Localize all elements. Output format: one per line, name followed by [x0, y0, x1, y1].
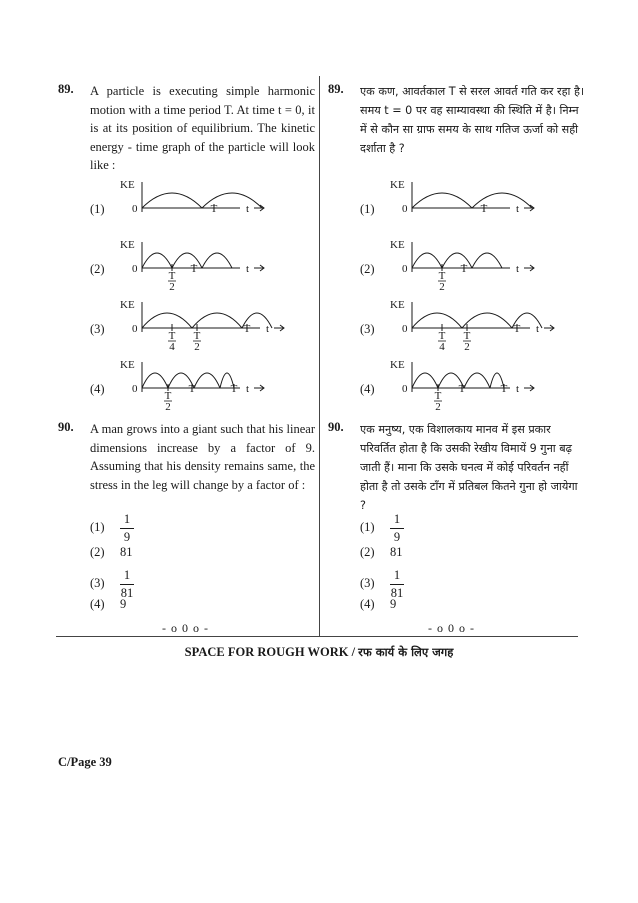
ke-curve-arch: [472, 253, 502, 268]
ke-curve-arch: [464, 373, 490, 388]
page-footer: C/Page 39: [58, 755, 112, 769]
q90-option-1-number: (1): [360, 520, 375, 534]
fraction-numerator: 1: [393, 568, 401, 582]
q90-option-1-fraction: [120, 512, 134, 545]
q90-number: 90.: [58, 420, 74, 434]
ke-curve-arch: [412, 313, 462, 328]
fraction-bar: [120, 528, 134, 529]
ke-axis-label: KE: [120, 299, 135, 311]
ke-curve-arch: [172, 253, 202, 268]
origin-label: 0: [132, 383, 138, 395]
tick-label-numerator: T: [463, 330, 471, 342]
q89-option-1-number: (1): [360, 202, 375, 216]
q90-text-hi: एक मनुष्य, एक विशालकाय मानव में इस प्रकार परिवर्तित होता है कि उसकी रेखीय विमायें 9 गुना बढ़ जाती हैं। माना कि उसके घनत्व में कोई परिवर्तन नहीं होता है तो उसके टाँग में प्रतिबल कितने गुना हो जायेगा ?: [360, 423, 578, 512]
t-axis-label: t: [266, 323, 270, 335]
ke-curve-arch: [142, 373, 168, 388]
ke-curve-arch: [142, 313, 192, 328]
tick-label-numerator: T: [434, 390, 442, 402]
ke-time-graph-option-1: [390, 180, 560, 228]
tick-label: T: [480, 203, 488, 215]
origin-label: 0: [402, 323, 408, 335]
ke-curve-arch: [412, 253, 442, 268]
q89-option-3-number: (3): [360, 322, 375, 336]
tick-label: T: [210, 203, 218, 215]
fraction-denominator: 9: [123, 530, 131, 544]
t-axis-label: t: [516, 383, 520, 395]
ke-time-graph-option-3: [120, 299, 290, 353]
tick-label-numerator: T: [164, 390, 172, 402]
tick-label-numerator: T: [438, 330, 446, 342]
q90-text: A man grows into a giant such that his linear dimensions increase by a factor of 9. Assuming that his density remains same, the stress in the leg will change by a factor of :: [90, 422, 315, 492]
fraction-denominator: 81: [120, 586, 134, 600]
tick-label: T: [190, 263, 198, 275]
ke-time-graph-option-4: [120, 359, 290, 413]
tick-label: T: [458, 383, 466, 395]
ke-curve-arch: [412, 373, 438, 388]
t-axis-label: t: [246, 383, 250, 395]
q90-option-4-number: (4): [360, 597, 375, 611]
ke-axis-label: KE: [390, 179, 405, 191]
q90-option-4-value: 9: [390, 597, 397, 611]
tick-label: T: [188, 383, 196, 395]
tick-label-numerator: T: [438, 270, 446, 282]
tick-label-denominator: 4: [439, 341, 445, 353]
q90-option-4-value: 9: [120, 597, 127, 611]
tick-label: T: [513, 323, 521, 335]
tick-label-denominator: 4: [169, 341, 175, 353]
ke-axis-label: KE: [120, 359, 135, 371]
tick-label: T: [243, 323, 251, 335]
q90-option-2-number: (2): [360, 545, 375, 559]
t-axis-label: t: [246, 263, 250, 275]
tick-label-numerator: T: [168, 270, 176, 282]
column-divider: [319, 76, 320, 636]
q90-option-2-value: 81: [120, 545, 133, 559]
ke-axis-label: KE: [120, 239, 135, 251]
fraction-bar: [390, 528, 404, 529]
tick-label-numerator: T: [193, 330, 201, 342]
rough-work-heading: [0, 645, 638, 660]
q89-text-hi: एक कण, आवर्तकाल T से सरल आवर्त गति कर रहा है। समय t = 0 पर वह साम्यावस्था की स्थिति में है। निम्न में से कौन सा ग्राफ समय के साथ गतिज ऊर्जा को सही दर्शाता है ?: [360, 85, 585, 155]
ke-time-graph-option-3: [390, 299, 560, 353]
t-axis-label: t: [536, 323, 540, 335]
rough-work-rule: [56, 636, 578, 637]
ke-curve-arch: [412, 193, 472, 208]
ke-curve-arch: [142, 253, 172, 268]
tick-label: T: [230, 383, 238, 395]
ke-curve-arch: [194, 373, 220, 388]
q89-option-1-number: (1): [90, 202, 105, 216]
ke-axis-label: KE: [120, 179, 135, 191]
rough-work-hi: रफ कार्य के लिए जगह: [358, 645, 454, 659]
t-axis-label: t: [516, 203, 520, 215]
tick-label-denominator: 2: [435, 401, 441, 413]
q90-option-2-value: 81: [390, 545, 403, 559]
tick-label-denominator: 2: [194, 341, 200, 353]
ke-axis-label: KE: [390, 299, 405, 311]
origin-label: 0: [132, 263, 138, 275]
ke-curve-arch: [462, 313, 512, 328]
fraction-bar: [120, 584, 134, 585]
ke-curve-arch: [442, 253, 472, 268]
q89-option-2-number: (2): [90, 262, 105, 276]
tick-label-denominator: 2: [169, 281, 175, 293]
ke-axis-label: KE: [390, 359, 405, 371]
fraction-numerator: 1: [123, 512, 131, 526]
fraction-denominator: 9: [393, 530, 401, 544]
fraction-denominator: 81: [390, 586, 404, 600]
origin-label: 0: [402, 263, 408, 275]
q90-option-3-number: (3): [90, 576, 105, 590]
fraction-numerator: 1: [123, 568, 131, 582]
ke-curve-arch: [142, 193, 202, 208]
q89-option-4-number: (4): [360, 382, 375, 396]
t-axis-label: t: [246, 203, 250, 215]
fraction-bar: [390, 584, 404, 585]
q90-option-4-number: (4): [90, 597, 105, 611]
q90-option-1-fraction: [390, 512, 404, 545]
tick-label: T: [460, 263, 468, 275]
origin-label: 0: [132, 323, 138, 335]
separator-left: - o 0 o -: [162, 621, 209, 635]
ke-time-graph-option-2: [390, 239, 560, 293]
separator-right: - o 0 o -: [428, 621, 475, 635]
q89-number-hi: 89.: [328, 82, 344, 96]
ke-time-graph-option-4: [390, 359, 560, 413]
q89-option-2-number: (2): [360, 262, 375, 276]
ke-time-graph-option-1: [120, 180, 290, 228]
q90-option-2-number: (2): [90, 545, 105, 559]
tick-label: T: [500, 383, 508, 395]
ke-curve-arch: [192, 313, 242, 328]
ke-curve-arch: [202, 253, 232, 268]
origin-label: 0: [402, 383, 408, 395]
t-axis-label: t: [516, 263, 520, 275]
fraction-numerator: 1: [393, 512, 401, 526]
q89-option-3-number: (3): [90, 322, 105, 336]
origin-label: 0: [402, 203, 408, 215]
q90-option-1-number: (1): [90, 520, 105, 534]
tick-label-denominator: 2: [165, 401, 171, 413]
tick-label-denominator: 2: [464, 341, 470, 353]
origin-label: 0: [132, 203, 138, 215]
tick-label-numerator: T: [168, 330, 176, 342]
q90-number-hi: 90.: [328, 420, 344, 434]
ke-time-graph-option-2: [120, 239, 290, 293]
q89-text: A particle is executing simple harmonic motion with a time period T. At time t = 0, it is at its position of equilibrium. The kinetic energy - time graph of the particle will look like :: [90, 84, 315, 173]
q89-number: 89.: [58, 82, 74, 96]
rough-work-en: SPACE FOR ROUGH WORK /: [184, 645, 359, 659]
ke-axis-label: KE: [390, 239, 405, 251]
tick-label-denominator: 2: [439, 281, 445, 293]
q90-option-3-number: (3): [360, 576, 375, 590]
q89-option-4-number: (4): [90, 382, 105, 396]
